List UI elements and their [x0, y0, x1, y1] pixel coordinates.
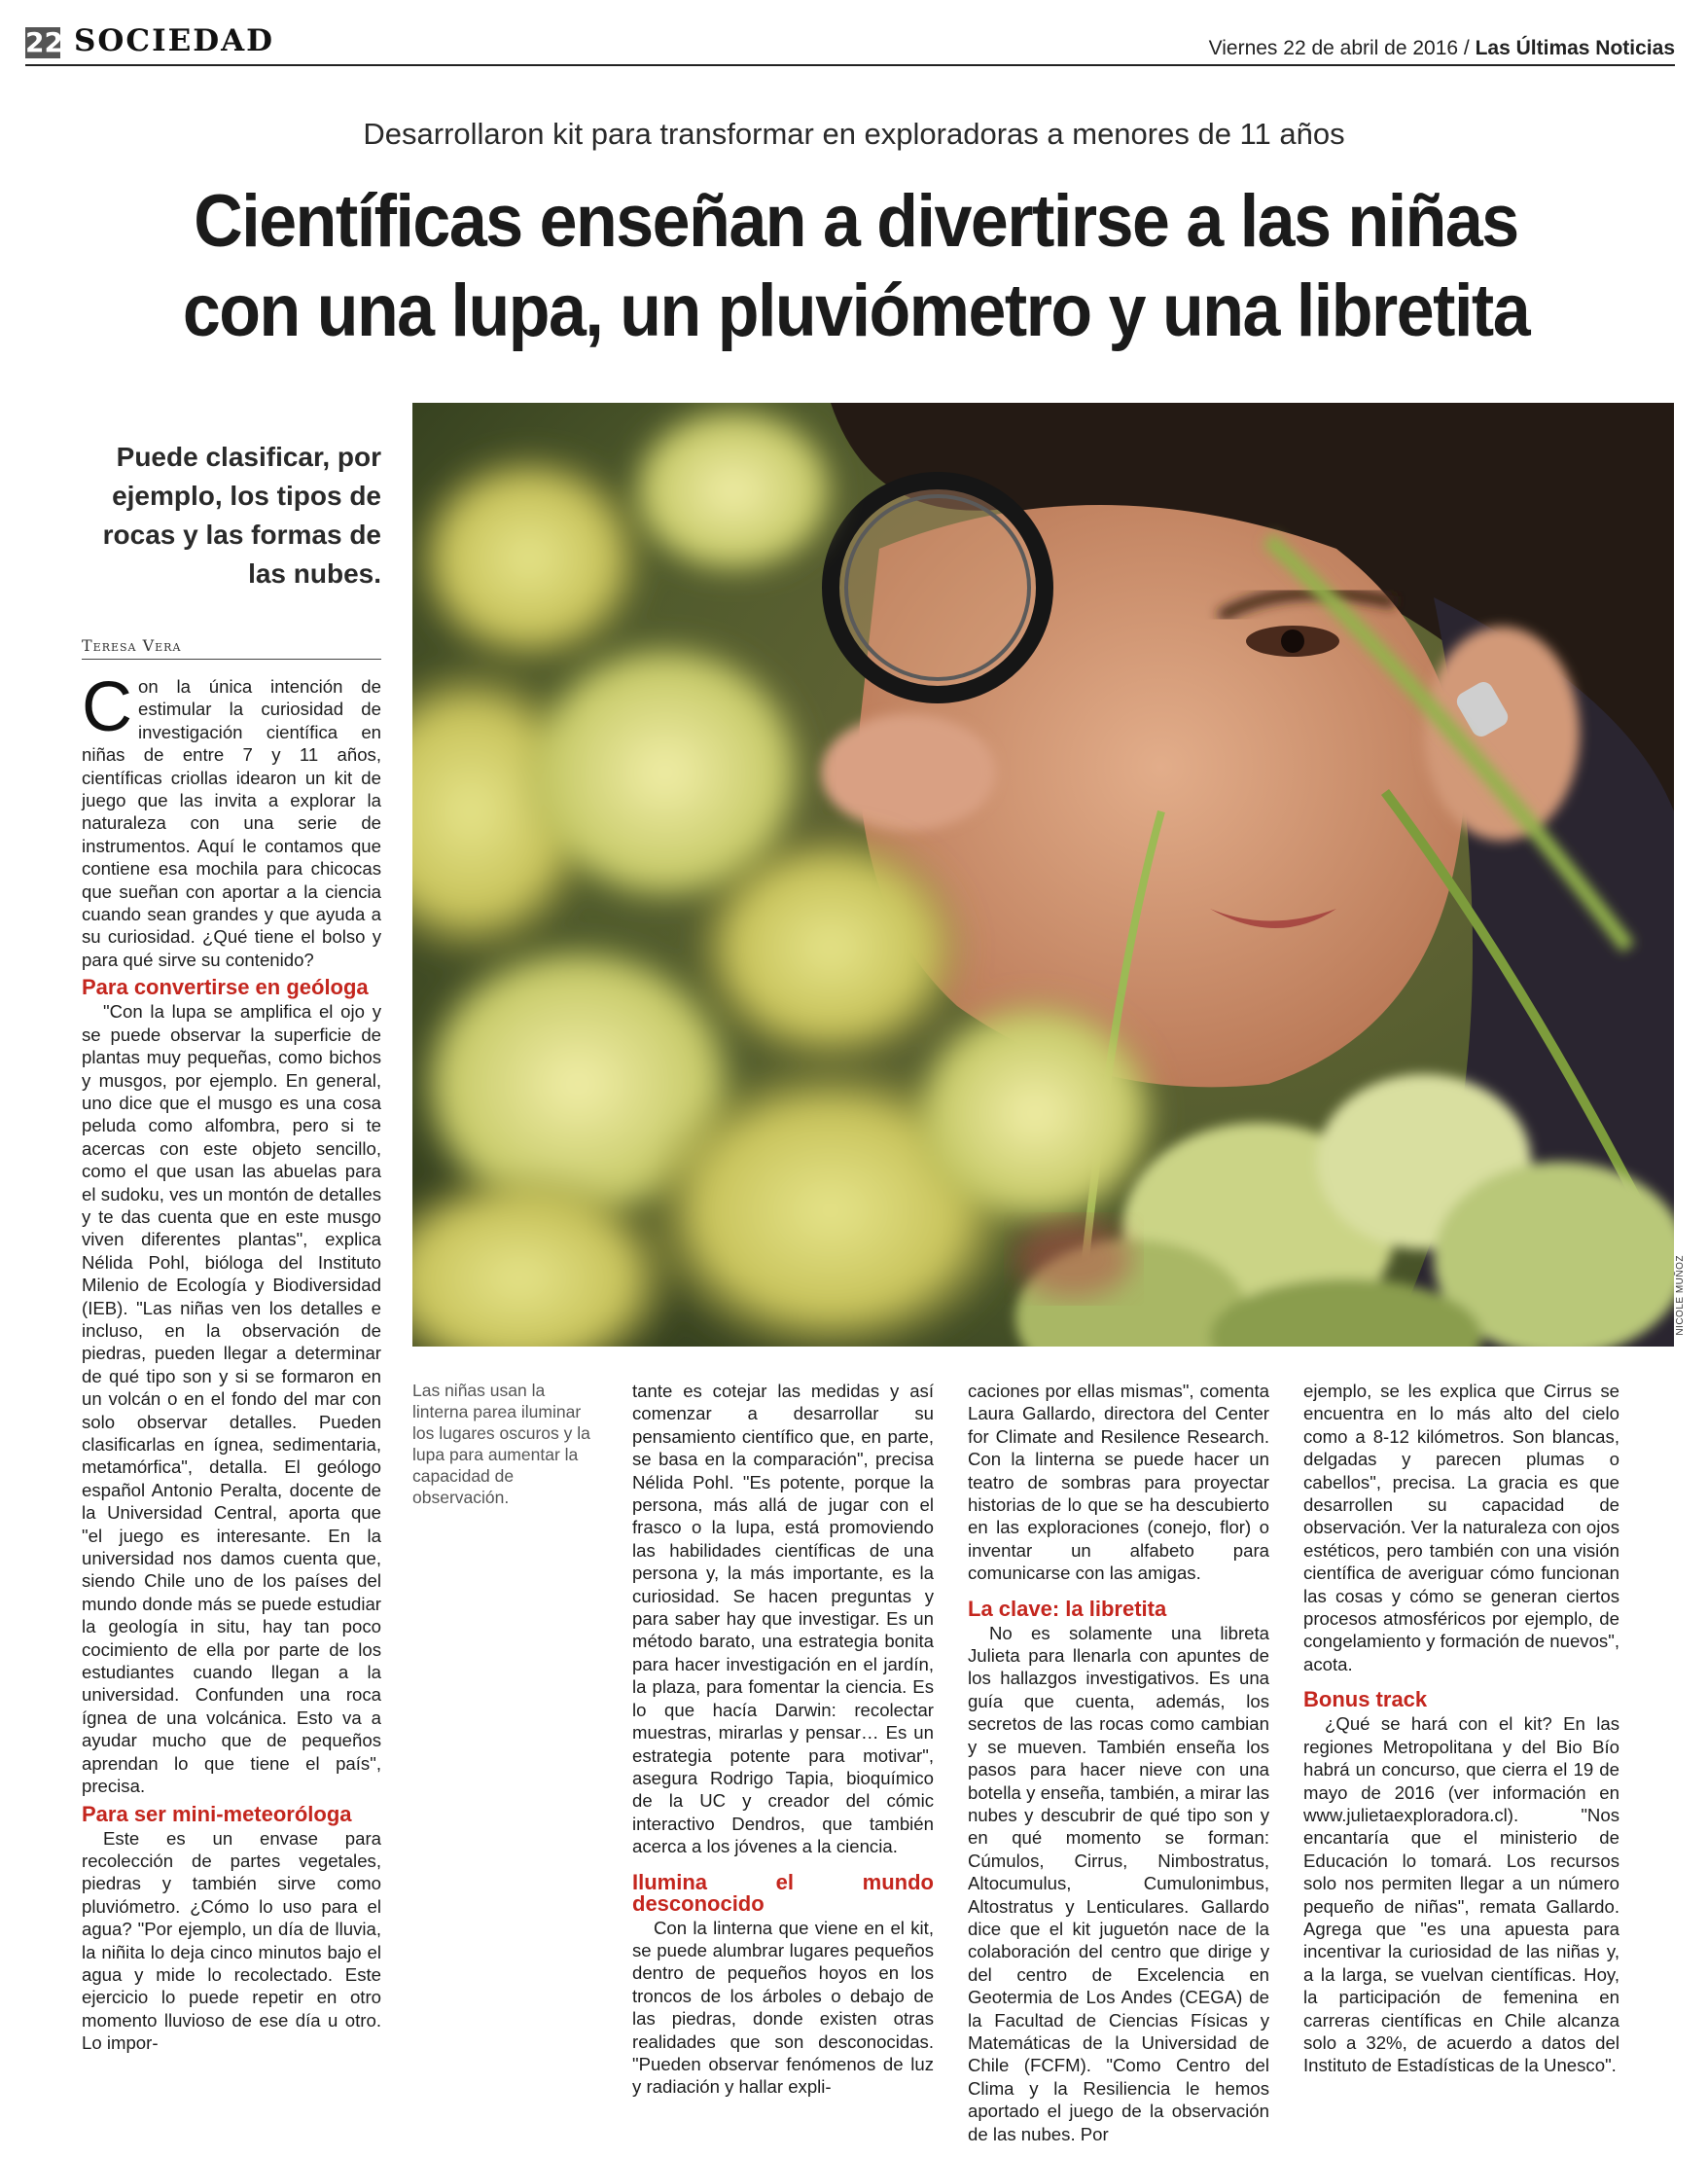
- headline-line-1: Científicas enseñan a divertirse a las niñas: [194, 180, 1518, 263]
- subhead-geologa: Para convertirse en geóloga: [82, 975, 369, 1000]
- photo-illustration: [412, 403, 1674, 1347]
- headline: [95, 177, 1617, 356]
- subhead-bonus-track: Bonus track: [1303, 1687, 1428, 1712]
- article-column-4: [1303, 1380, 1619, 2077]
- byline: Teresa Vera: [82, 636, 182, 655]
- article-column-3: [968, 1380, 1269, 2145]
- subhead-libretita: La clave: la libretita: [968, 1596, 1167, 1621]
- paragraph-libretita: No es solamente una libreta Julieta para llenarla con apuntes de los hallazgos investigativos. Es una guía que cuenta, además, los secretos de las rocas como cambian y se mueven. También enseña los pasos para hacer nieve con una botella y enseña, también, a mirar las nubes y descubrir de qué tipo son y en qué momento se forman: Cúmulos, Cirrus, Nimbostratus, Altocumulus, Cumulonimbus, Altostratus y Lenticulares. Gallardo dice que el kit juguetón nace de la colaboración del centro que dirige y del centro de Excelencia en Geotermia de Los Andes (CEGA) de la Facultad de Ciencias Físicas y Matemáticas de la Universidad de Chile (FCFM). "Como Centro del Clima y la Resiliencia le hemos aportado el juego de la observación de las nubes. Por: [968, 1622, 1269, 2144]
- intro-text: on la única intención de estimular la curiosidad de investigación científica en niñas de entre 7 y 11 años, científicas criollas idearon un kit de juego que las invita a explorar la naturaleza con una serie de instrumentos. Aquí le contamos que contiene esa mochila para chicocas que sueñan con aportar a la ciencia cuando sean grandes y que ayuda a su curiosidad. ¿Qué tiene el bolso y para qué sirve su contenido?: [82, 676, 381, 970]
- byline-rule: [82, 659, 381, 660]
- paragraph-ilumina: Con la linterna que viene en el kit, se puede alumbrar lugares pequeños dentro de pequeños hoyos en los troncos de los árboles o debajo de las piedras, donde existen otras realidades que son desconocidas. "Pueden observar fenómenos de luz y radiación y hallar expli-: [632, 1917, 934, 2098]
- header-rule: [25, 64, 1675, 66]
- dateline: [1209, 37, 1675, 60]
- photo-caption: Las niñas usan la linterna parea iluminar los lugares oscuros y la lupa para aumentar la capacidad de observación.: [412, 1381, 590, 1507]
- section-title: SOCIEDAD: [74, 23, 275, 58]
- photo-credit: NICOLE MUÑOZ: [1675, 1255, 1686, 1336]
- paragraph-bonus-track: ¿Qué se hará con el kit? En las regiones Metropolitana y del Bio Bío habrá un concurso, que cierra el 19 de mayo de 2016 (ver información en www.julietaexploradora.cl). "Nos encantaría que el ministerio de Educación lo tomará. Los recursos solo nos permiten llegar a un número pequeño de niñas", remata Gallardo. Agrega que "es una apuesta para incentivar la curiosidad de las niñas y, a la larga, se vuelvan científicas. Hoy, la participación de femenina en carreras científicas en Chile alcanza solo a 32%, de acuerdo a datos del Instituto de Estadísticas de la Unesco".: [1303, 1713, 1619, 2076]
- article-column-2: [632, 1380, 934, 2099]
- kicker: Desarrollaron kit para transformar en exploradoras a menores de 11 años: [363, 117, 1345, 151]
- subhead-meteorologa: Para ser mini-meteoróloga: [82, 1801, 352, 1826]
- paragraph-pohl: tante es cotejar las medidas y así comenzar a desarrollar su pensamiento científico que, en parte, se basa en la comparación", precisa Nélida Pohl. "Es potente, porque la persona, más allá de jugar con el frasco o la lupa, está promoviendo las habilidades científicas de una persona y, la más importante, es la curiosidad. Se hacen preguntas y para saber hay que investigar. Es un método barato, una estrategia bonita para hacer investigación en el jardín, la plaza, para fomentar la ciencia. Es lo que hacía Darwin: recolectar muestras, mirarlas y pensar… Es un estrategia potente para motivar", asegura Rodrigo Tapia, bioquímico de la UC y creador del cómic interactivo Dendros, que también acerca a los jóvenes a la ciencia.: [632, 1381, 934, 1857]
- issue-date: Viernes 22 de abril de 2016 /: [1208, 37, 1476, 59]
- newspaper-name: Las Últimas Noticias: [1475, 37, 1675, 59]
- intro-paragraph: [82, 668, 381, 971]
- drop-cap: C: [82, 668, 132, 746]
- paragraph-gallardo: caciones por ellas mismas", comenta Laura Gallardo, directora del Center for Climate and Resilence Research. Con la linterna se puede hacer un teatro de sombras para proyectar historias de lo que se ha descubierto en las exploraciones (conejo, flor) o inventar un alfabeto para comunicarse con las amigas.: [968, 1381, 1269, 1584]
- paragraph-geologa: "Con la lupa se amplifica el ojo y se puede observar la superficie de plantas muy pequeñas, como bichos y musgos, por ejemplo. En general, uno dice que el musgo es una cosa peluda como alfombra, pero si te acercas con este objeto sencillo, como el que usan las abuelas para el sudoku, ves un montón de detalles y te das cuenta que en este musgo viven diferentes plantas", explica Nélida Pohl, bióloga del Instituto Milenio de Ecología y Biodiversidad (IEB). "Las niñas ven los detalles e incluso, en la observación de piedras, pueden llegar a determinar de qué tipo son y si se formaron en un volcán o en el fondo del mar con solo observar detalles. Pueden clasificarlas en ígnea, sedimentaria, metamórfica", detalla. El geólogo español Antonio Peralta, docente de la Universidad Central, aporta que "el juego es interesante. En la universidad nos damos cuenta que, siendo Chile uno de los países del mundo donde más se puede estudiar la geología in situ, hay tan poco cocimiento de ella por parte de los estudiantes cuando llegan a la universidad. Confunden una roca ígnea de una volcánica. Esto va a ayudar mucho que de pequeños aprendan lo que tiene el país", precisa.: [82, 1001, 381, 1797]
- article-column-1: [82, 668, 381, 2055]
- paragraph-cirrus: ejemplo, se les explica que Cirrus se encuentra en lo más alto del cielo como a 8-12 kilómetros. Son blancas, delgadas y parecen plumas o cabellos", precisa. La gracia es que desarrollen su capacidad de observación. Ver la naturaleza con ojos estéticos, pero también con una visión científica de averiguar cómo funcionan las cosas y cómo se generan ciertos procesos atmosféricos por ejemplo, de congelamiento y formación de nuevos", acota.: [1303, 1381, 1619, 1674]
- deck: Puede clasificar, por ejemplo, los tipos de rocas y las formas de las nubes.: [102, 442, 381, 589]
- headline-line-2: con una lupa, un pluviómetro y una libretita: [182, 270, 1530, 352]
- article-photo: [412, 403, 1674, 1347]
- subhead-ilumina: Ilumina el mundo desconocido: [632, 1869, 934, 1916]
- paragraph-meteorologa: Este es un envase para recolección de partes vegetales, piedras y también sirve como pluviómetro. ¿Cómo lo uso para el agua? "Por ejemplo, un día de lluvia, la niñita lo deja cinco minutos bajo el agua y mide lo recolectado. Este ejercicio lo puede repetir en otro momento lluvioso de ese día u otro. Lo impor-: [82, 1827, 381, 2054]
- page-number: 22: [25, 26, 63, 58]
